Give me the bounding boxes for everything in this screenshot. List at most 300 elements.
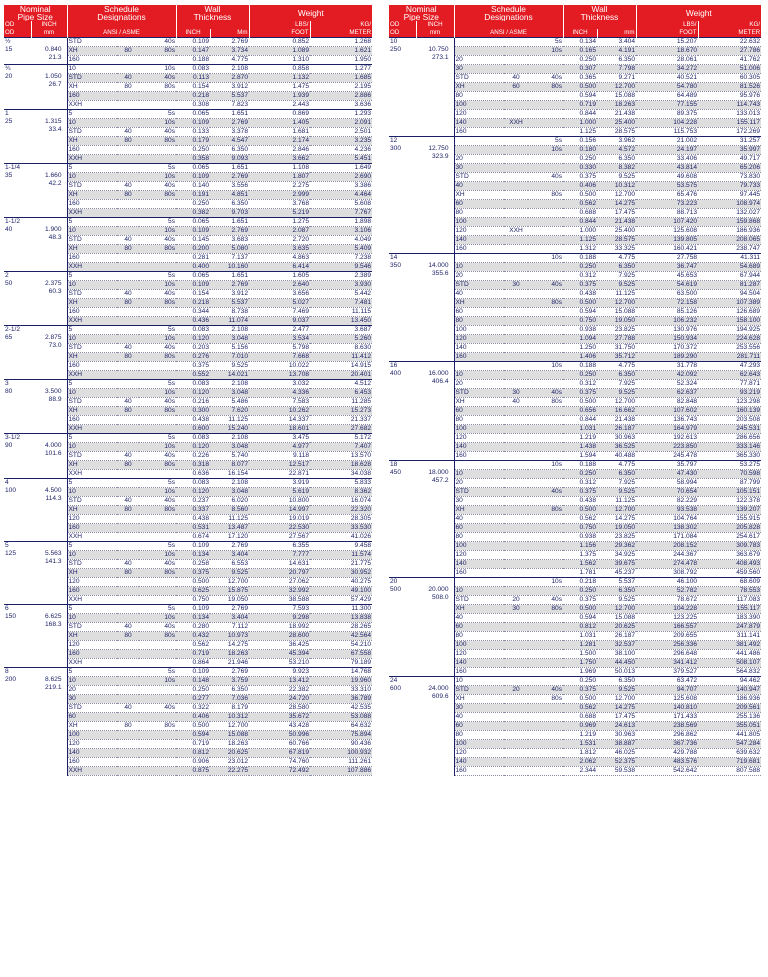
schedule-cell: 10 bbox=[67, 119, 117, 128]
schedule-cell: 5s bbox=[528, 137, 563, 146]
schedule-cell: 40s bbox=[139, 497, 176, 506]
schedule-cell bbox=[117, 749, 139, 758]
weight-kg-cell: 107.389 bbox=[698, 299, 761, 308]
schedule-cell bbox=[117, 254, 139, 263]
outside-diameter-cell bbox=[416, 578, 454, 677]
schedule-cell bbox=[117, 65, 139, 74]
schedule-cell bbox=[504, 488, 528, 497]
weight-kg-cell: 31.257 bbox=[698, 137, 761, 146]
weight-kg-cell: 1.950 bbox=[310, 56, 372, 65]
weight-kg-cell: 160.139 bbox=[698, 407, 761, 416]
weight-lbs-cell: 45.394 bbox=[249, 650, 310, 659]
schedule-cell bbox=[528, 308, 563, 317]
weight-kg-cell: 238.747 bbox=[698, 245, 761, 254]
weight-lbs-cell: 9.118 bbox=[249, 452, 310, 461]
schedule-cell bbox=[117, 119, 139, 128]
weight-lbs-cell: 47.430 bbox=[636, 470, 698, 479]
wall-mm-cell: 46.025 bbox=[597, 749, 636, 758]
schedule-cell: 10s bbox=[528, 362, 563, 371]
weight-kg-cell: 159.868 bbox=[698, 218, 761, 227]
od-inch: 4.500 bbox=[45, 487, 62, 494]
schedule-cell: 30 bbox=[454, 497, 504, 506]
nominal-size-dn: 20 bbox=[5, 73, 13, 80]
schedule-cell bbox=[528, 92, 563, 101]
schedule-cell bbox=[117, 650, 139, 659]
outside-diameter-cell bbox=[31, 326, 67, 380]
wall-mm-cell: 17.120 bbox=[210, 533, 249, 542]
nominal-size-inch: 1 bbox=[5, 110, 9, 117]
weight-lbs-cell: 171.433 bbox=[636, 713, 698, 722]
outside-diameter-cell bbox=[31, 38, 67, 65]
wall-mm-cell: 1.651 bbox=[210, 218, 249, 227]
schedule-cell bbox=[528, 272, 563, 281]
wall-mm-cell: 18.263 bbox=[597, 101, 636, 110]
schedule-cell: XH bbox=[67, 47, 117, 56]
schedule-cell: 5 bbox=[67, 479, 117, 488]
schedule-cell: 60 bbox=[454, 308, 504, 317]
schedule-cell bbox=[504, 344, 528, 353]
od-inch: 18.000 bbox=[428, 469, 449, 476]
wall-inch-cell: 0.594 bbox=[563, 92, 597, 101]
schedule-cell: XXH bbox=[67, 470, 117, 479]
wall-mm-cell: 9.525 bbox=[210, 569, 249, 578]
wall-inch-cell: 2.062 bbox=[563, 758, 597, 767]
wall-mm-cell: 5.537 bbox=[210, 299, 249, 308]
wall-inch-cell: 2.344 bbox=[563, 767, 597, 776]
schedule-cell bbox=[117, 605, 139, 614]
schedule-cell bbox=[528, 200, 563, 209]
schedule-cell bbox=[528, 335, 563, 344]
schedule-cell bbox=[504, 632, 528, 641]
wall-inch-cell: 0.312 bbox=[563, 272, 597, 281]
weight-kg-cell: 22.320 bbox=[310, 506, 372, 515]
weight-kg-cell: 5.833 bbox=[310, 479, 372, 488]
schedule-cell: 120 bbox=[454, 110, 504, 119]
schedule-cell: 80 bbox=[117, 461, 139, 470]
schedule-cell bbox=[528, 416, 563, 425]
weight-lbs-cell: 3.475 bbox=[249, 434, 310, 443]
weight-kg-cell: 807.588 bbox=[698, 767, 761, 776]
weight-lbs-cell: 49.608 bbox=[636, 173, 698, 182]
wall-inch-cell: 0.594 bbox=[563, 308, 597, 317]
weight-lbs-cell: 18.670 bbox=[636, 47, 698, 56]
schedule-cell bbox=[117, 164, 139, 173]
wall-inch-cell: 0.844 bbox=[563, 218, 597, 227]
weight-kg-cell: 65.206 bbox=[698, 164, 761, 173]
wall-inch-cell: 0.120 bbox=[176, 389, 210, 398]
schedule-cell bbox=[504, 173, 528, 182]
wall-inch-cell: 0.438 bbox=[563, 290, 597, 299]
inch-label: INCH bbox=[31, 21, 67, 29]
wall-mm-cell: 6.350 bbox=[597, 587, 636, 596]
weight-kg-cell: 13.450 bbox=[310, 317, 372, 326]
wall-mm-cell: 19.050 bbox=[597, 317, 636, 326]
schedule-cell: 160 bbox=[454, 767, 504, 776]
schedule-cell: 120 bbox=[67, 578, 117, 587]
table-row bbox=[389, 137, 761, 146]
schedule-cell bbox=[117, 38, 139, 47]
schedule-cell bbox=[528, 479, 563, 488]
wall-inch-cell: 0.065 bbox=[176, 110, 210, 119]
weight-kg-cell: 8.362 bbox=[310, 488, 372, 497]
wall-mm-cell: 3.912 bbox=[210, 83, 249, 92]
schedule-cell: 80 bbox=[454, 92, 504, 101]
wall-mm-cell: 9.525 bbox=[597, 596, 636, 605]
wall-mm-cell: 8.179 bbox=[210, 704, 249, 713]
schedule-cell bbox=[504, 335, 528, 344]
weight-lbs-cell: 3.662 bbox=[249, 155, 310, 164]
weight-kg-cell: 132.027 bbox=[698, 209, 761, 218]
weight-lbs-cell: 104.228 bbox=[636, 119, 698, 128]
wall-inch-cell: 0.365 bbox=[563, 74, 597, 83]
nominal-size-dn: 150 bbox=[5, 613, 17, 620]
schedule-cell bbox=[504, 65, 528, 74]
wall-mm-cell: 26.187 bbox=[597, 632, 636, 641]
weight-kg-cell: 20.401 bbox=[310, 371, 372, 380]
weight-lbs-cell: 36.747 bbox=[636, 263, 698, 272]
nominal-size-cell bbox=[389, 461, 416, 578]
wall-inch-cell: 0.500 bbox=[563, 605, 597, 614]
schedule-cell bbox=[504, 704, 528, 713]
wall-inch-cell: 0.280 bbox=[176, 623, 210, 632]
schedule-cell: 40 bbox=[454, 713, 504, 722]
weight-kg-cell: 5.608 bbox=[310, 200, 372, 209]
schedule-cell: 10 bbox=[67, 173, 117, 182]
wall-mm-cell: 12.700 bbox=[210, 722, 249, 731]
nominal-size-cell bbox=[4, 38, 31, 65]
schedule-cell: 40 bbox=[117, 236, 139, 245]
nominal-size-dn: 125 bbox=[5, 550, 17, 557]
schedule-cell bbox=[117, 614, 139, 623]
schedule-cell: 5 bbox=[67, 434, 117, 443]
schedule-cell: 5 bbox=[67, 605, 117, 614]
wall-inch-cell: 1.125 bbox=[563, 236, 597, 245]
schedule-cell bbox=[528, 236, 563, 245]
outside-diameter-cell bbox=[416, 254, 454, 362]
weight-kg-cell: 2.195 bbox=[310, 83, 372, 92]
table-row bbox=[389, 677, 761, 686]
wall-inch-cell: 0.375 bbox=[563, 389, 597, 398]
schedule-cell bbox=[528, 758, 563, 767]
schedule-cell bbox=[139, 101, 176, 110]
weight-lbs-cell: 106.232 bbox=[636, 317, 698, 326]
schedule-cell: 160 bbox=[67, 524, 117, 533]
schedule-cell: 140 bbox=[454, 344, 504, 353]
schedule-cell: 120 bbox=[454, 227, 504, 236]
outside-diameter-cell bbox=[31, 380, 67, 434]
wall-mm-cell: 18.263 bbox=[210, 650, 249, 659]
schedule-cell bbox=[139, 200, 176, 209]
schedule-cell: XH bbox=[454, 191, 504, 200]
wall-mm-cell: 23.825 bbox=[597, 326, 636, 335]
weight-kg-cell: 114.743 bbox=[698, 101, 761, 110]
schedule-cell: 5s bbox=[139, 218, 176, 227]
schedule-cell bbox=[117, 155, 139, 164]
weight-kg-cell: 87.799 bbox=[698, 479, 761, 488]
wall-inch-cell: 0.400 bbox=[176, 263, 210, 272]
wall-mm-cell: 27.788 bbox=[597, 335, 636, 344]
wall-mm-cell: 2.769 bbox=[210, 281, 249, 290]
od-inch: 5.563 bbox=[45, 550, 62, 557]
schedule-cell: 80s bbox=[139, 137, 176, 146]
schedule-cell: 80s bbox=[528, 605, 563, 614]
schedule-cell bbox=[504, 137, 528, 146]
schedule-cell: 140 bbox=[454, 659, 504, 668]
schedule-cell: XH bbox=[454, 299, 504, 308]
schedule-cell: 40 bbox=[117, 74, 139, 83]
wall-mm-cell: 3.378 bbox=[210, 128, 249, 137]
schedule-cell: 80 bbox=[117, 353, 139, 362]
weight-kg-cell: 5.172 bbox=[310, 434, 372, 443]
weight-lbs-cell: 341.412 bbox=[636, 659, 698, 668]
weight-kg-cell: 34.038 bbox=[310, 470, 372, 479]
schedule-cell bbox=[504, 515, 528, 524]
schedule-cell bbox=[117, 740, 139, 749]
nominal-size-inch: 2 bbox=[5, 272, 9, 279]
weight-lbs-cell: 107.602 bbox=[636, 407, 698, 416]
schedule-cell: 5s bbox=[139, 605, 176, 614]
weight-lbs-cell: 5.219 bbox=[249, 209, 310, 218]
wall-mm-cell: 16.662 bbox=[597, 407, 636, 416]
wall-inch-cell: 0.120 bbox=[176, 335, 210, 344]
wall-mm-cell: 3.048 bbox=[210, 443, 249, 452]
wall-mm-cell: 21.946 bbox=[210, 659, 249, 668]
weight-lbs-cell: 2.275 bbox=[249, 182, 310, 191]
schedule-cell: 5 bbox=[67, 272, 117, 281]
wall-inch-cell: 1.375 bbox=[563, 551, 597, 560]
od-mm: 60.3 bbox=[48, 288, 62, 295]
schedule-cell: 5s bbox=[139, 272, 176, 281]
weight-kg-cell: 95.976 bbox=[698, 92, 761, 101]
schedule-cell bbox=[117, 758, 139, 767]
schedule-cell: 10s bbox=[528, 578, 563, 587]
foot-label: FOOT bbox=[249, 29, 310, 38]
schedule-cell bbox=[117, 272, 139, 281]
weight-kg-cell: 107.886 bbox=[310, 767, 372, 776]
weight-lbs-cell: 1.605 bbox=[249, 272, 310, 281]
schedule-cell: STD bbox=[67, 704, 117, 713]
schedule-cell bbox=[117, 146, 139, 155]
nominal-size-cell bbox=[389, 137, 416, 254]
schedule-cell: 160 bbox=[454, 353, 504, 362]
weight-kg-cell: 155.117 bbox=[698, 119, 761, 128]
wall-inch-cell: 0.906 bbox=[176, 758, 210, 767]
weight-lbs-cell: 296.862 bbox=[636, 731, 698, 740]
schedule-cell: 160 bbox=[67, 362, 117, 371]
weight-lbs-cell: 160.421 bbox=[636, 245, 698, 254]
weight-lbs-cell: 1.310 bbox=[249, 56, 310, 65]
wall-inch-cell: 0.188 bbox=[563, 362, 597, 371]
weight-kg-cell: 100.932 bbox=[310, 749, 372, 758]
wall-mm-cell: 9.525 bbox=[597, 686, 636, 695]
wall-mm-cell: 11.125 bbox=[210, 515, 249, 524]
weight-lbs-cell: 20.797 bbox=[249, 569, 310, 578]
schedule-cell: 40 bbox=[117, 452, 139, 461]
schedule-cell: 10 bbox=[454, 470, 504, 479]
schedule-cell bbox=[139, 425, 176, 434]
schedule-cell bbox=[504, 551, 528, 560]
weight-lbs-cell: 192.613 bbox=[636, 434, 698, 443]
wall-inch-cell: 0.875 bbox=[176, 767, 210, 776]
weight-kg-cell: 194.925 bbox=[698, 326, 761, 335]
weight-lbs-cell: 1.475 bbox=[249, 83, 310, 92]
schedule-cell: 80s bbox=[528, 506, 563, 515]
nominal-size-inch: 24 bbox=[390, 677, 398, 684]
wall-inch-cell: 0.432 bbox=[176, 632, 210, 641]
weight-lbs-cell: 13.708 bbox=[249, 371, 310, 380]
inch-label: INCH bbox=[416, 21, 454, 29]
weight-kg-cell: 93.219 bbox=[698, 389, 761, 398]
schedule-cell: 30 bbox=[504, 389, 528, 398]
wall-thickness-header: Wall Thickness bbox=[563, 5, 636, 21]
wall-mm-label: mm bbox=[597, 29, 636, 38]
schedule-cell: XH bbox=[67, 407, 117, 416]
wall-mm-cell: 21.438 bbox=[597, 110, 636, 119]
wall-inch-cell: 1.562 bbox=[563, 560, 597, 569]
schedule-cell bbox=[528, 569, 563, 578]
weight-lbs-cell: 19.019 bbox=[249, 515, 310, 524]
wall-inch-cell: 0.312 bbox=[563, 380, 597, 389]
schedule-cell: 10s bbox=[139, 614, 176, 623]
wall-mm-cell: 14.275 bbox=[597, 200, 636, 209]
weight-kg-cell: 140.947 bbox=[698, 686, 761, 695]
schedule-cell bbox=[504, 254, 528, 263]
wall-mm-cell: 52.375 bbox=[597, 758, 636, 767]
schedule-cell bbox=[117, 317, 139, 326]
schedule-cell: 80s bbox=[528, 695, 563, 704]
wall-inch-cell: 0.218 bbox=[176, 92, 210, 101]
wall-mm-cell: 17.475 bbox=[597, 209, 636, 218]
wall-inch-cell: 0.250 bbox=[563, 587, 597, 596]
wall-inch-cell: 0.154 bbox=[176, 290, 210, 299]
schedule-cell bbox=[117, 641, 139, 650]
nominal-size-dn: 300 bbox=[390, 145, 402, 152]
wall-inch-cell: 0.307 bbox=[563, 65, 597, 74]
schedule-cell: STD bbox=[454, 389, 504, 398]
schedule-cell bbox=[504, 731, 528, 740]
weight-kg-cell: 1.277 bbox=[310, 65, 372, 74]
weight-lbs-cell: 1.132 bbox=[249, 74, 310, 83]
table-row bbox=[4, 434, 372, 443]
schedule-cell bbox=[504, 353, 528, 362]
schedule-cell: 10 bbox=[454, 371, 504, 380]
weight-lbs-cell: 43.814 bbox=[636, 164, 698, 173]
weight-kg-cell: 105.151 bbox=[698, 488, 761, 497]
weight-lbs-cell: 88.713 bbox=[636, 209, 698, 218]
od-inch: 1.900 bbox=[45, 226, 62, 233]
wall-inch-cell: 1.000 bbox=[563, 227, 597, 236]
wall-inch-cell: 1.594 bbox=[563, 452, 597, 461]
foot-label: FOOT bbox=[636, 29, 698, 38]
weight-kg-cell: 94.462 bbox=[698, 677, 761, 686]
weight-lbs-cell: 62.637 bbox=[636, 389, 698, 398]
schedule-cell: XXH bbox=[67, 533, 117, 542]
wall-mm-cell: 11.125 bbox=[210, 416, 249, 425]
nominal-size-cell bbox=[389, 578, 416, 677]
wall-inch-cell: 0.719 bbox=[176, 650, 210, 659]
nominal-size-cell bbox=[389, 254, 416, 362]
weight-kg-cell: 2.690 bbox=[310, 173, 372, 182]
schedule-cell bbox=[117, 578, 139, 587]
schedule-cell: XH bbox=[67, 299, 117, 308]
schedule-cell: 10s bbox=[528, 254, 563, 263]
wall-inch-cell: 0.312 bbox=[563, 479, 597, 488]
table-row bbox=[4, 605, 372, 614]
outside-diameter-cell bbox=[416, 137, 454, 254]
schedule-cell: 40s bbox=[528, 686, 563, 695]
wall-mm-cell: 12.700 bbox=[597, 398, 636, 407]
weight-kg-cell: 172.269 bbox=[698, 128, 761, 137]
wall-inch-cell: 0.656 bbox=[563, 407, 597, 416]
schedule-cell bbox=[117, 380, 139, 389]
schedule-cell: 80s bbox=[528, 191, 563, 200]
od-mm: 273.1 bbox=[432, 54, 449, 61]
schedule-cell: 10s bbox=[528, 461, 563, 470]
schedule-cell bbox=[528, 587, 563, 596]
od-inch: 2.375 bbox=[45, 280, 62, 287]
kg-label: KG/ bbox=[310, 21, 372, 29]
schedule-cell bbox=[139, 713, 176, 722]
schedule-cell: 40s bbox=[139, 128, 176, 137]
schedule-cell: XH bbox=[454, 605, 504, 614]
wall-mm-cell: 2.108 bbox=[210, 65, 249, 74]
weight-lbs-cell: 308.792 bbox=[636, 569, 698, 578]
schedule-cell: 120 bbox=[454, 335, 504, 344]
nominal-size-dn: 40 bbox=[5, 226, 13, 233]
weight-lbs-cell: 2.720 bbox=[249, 236, 310, 245]
weight-lbs-cell: 1.108 bbox=[249, 164, 310, 173]
schedule-cell: 40 bbox=[117, 704, 139, 713]
wall-inch-cell: 1.500 bbox=[563, 650, 597, 659]
weight-kg-cell: 1.898 bbox=[310, 218, 372, 227]
schedule-cell: 30 bbox=[454, 164, 504, 173]
schedule-cell: 40s bbox=[139, 236, 176, 245]
weight-lbs-cell: 14.337 bbox=[249, 416, 310, 425]
schedule-cell: 80 bbox=[117, 506, 139, 515]
wall-inch-cell: 0.120 bbox=[176, 488, 210, 497]
wall-inch-cell: 0.375 bbox=[176, 569, 210, 578]
wall-inch-cell: 0.719 bbox=[563, 101, 597, 110]
wall-mm-cell: 14.275 bbox=[597, 704, 636, 713]
schedule-cell: 10 bbox=[67, 551, 117, 560]
weight-lbs-cell: 0.852 bbox=[249, 38, 310, 47]
wall-inch-cell: 0.750 bbox=[176, 596, 210, 605]
weight-lbs-cell: 245.478 bbox=[636, 452, 698, 461]
wall-mm-cell: 7.137 bbox=[210, 254, 249, 263]
weight-kg-cell: 15.273 bbox=[310, 407, 372, 416]
weight-kg-cell: 28.265 bbox=[310, 623, 372, 632]
weight-kg-cell: 122.378 bbox=[698, 497, 761, 506]
nominal-size-dn: 100 bbox=[5, 487, 17, 494]
outside-diameter-cell bbox=[31, 668, 67, 776]
weight-kg-cell: 27.786 bbox=[698, 47, 761, 56]
wall-mm-cell: 22.275 bbox=[210, 767, 249, 776]
weight-lbs-cell: 94.707 bbox=[636, 686, 698, 695]
schedule-cell: XH bbox=[67, 191, 117, 200]
wall-inch-cell: 1.781 bbox=[563, 569, 597, 578]
weight-kg-cell: 408.493 bbox=[698, 560, 761, 569]
wall-mm-cell: 14.275 bbox=[210, 641, 249, 650]
schedule-cell: XH bbox=[67, 461, 117, 470]
weight-kg-cell: 9.458 bbox=[310, 542, 372, 551]
nominal-size-inch: 5 bbox=[5, 542, 9, 549]
schedule-cell bbox=[117, 596, 139, 605]
nominal-size-inch: 4 bbox=[5, 479, 9, 486]
schedule-cell: 60 bbox=[454, 722, 504, 731]
nominal-size-inch: 1-1/2 bbox=[5, 218, 21, 225]
weight-kg-cell: 33.310 bbox=[310, 686, 372, 695]
weight-kg-cell: 4.049 bbox=[310, 236, 372, 245]
